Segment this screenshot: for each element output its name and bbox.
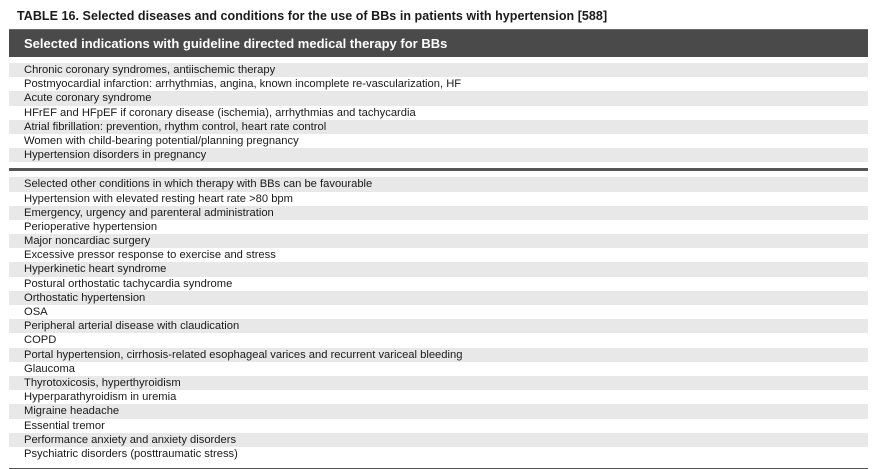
table-row: Postural orthostatic tachycardia syndrome [24, 277, 233, 290]
table-row: Hyperparathyroidism in uremia [24, 391, 177, 404]
table-row: Portal hypertension, cirrhosis-related esophageal varices and recurrent variceal bleeding [9, 348, 868, 362]
table-row: Thyrotoxicosis, hyperthyroidism [9, 376, 868, 390]
other-conditions-section [9, 177, 868, 461]
table-row: Performance anxiety and anxiety disorders [9, 433, 868, 447]
table-row: Glaucoma [24, 362, 75, 375]
table-row: Peripheral arterial disease with claudication [9, 319, 868, 333]
table-row: Atrial fibrillation: prevention, rhythm control, heart rate control [9, 120, 868, 134]
table-caption: TABLE 16. Selected diseases and conditions for the use of BBs in patients with hypertension [588] [17, 9, 608, 23]
table-row: Orthostatic hypertension [9, 291, 868, 305]
table-row: COPD [24, 334, 57, 347]
table-row: Major noncardiac surgery [9, 234, 868, 248]
table-row: OSA [24, 306, 48, 318]
table-row: Essential tremor [24, 419, 105, 432]
guideline-indications-section [9, 63, 868, 162]
table-row: Migraine headache [9, 404, 868, 418]
indications-table [9, 29, 868, 469]
table-row: Psychiatric disorders (posttraumatic stress) [24, 447, 238, 460]
table-row: Women with child-bearing potential/planning pregnancy [24, 134, 299, 147]
table-row: Hypertension disorders in pregnancy [9, 148, 868, 162]
table-row: Perioperative hypertension [24, 220, 158, 233]
table-row: Excessive pressor response to exercise and stress [24, 249, 276, 262]
table-row: Postmyocardial infarction: arrhythmias, angina, known incomplete re-vascularization, HF [24, 78, 462, 91]
table-header: Selected indications with guideline directed medical therapy for BBs [9, 29, 868, 57]
section-subheading: Selected other conditions in which therapy with BBs can be favourable [9, 177, 868, 191]
table-row: Chronic coronary syndromes, antiischemic therapy [9, 63, 868, 77]
table-row: Hypertension with elevated resting heart rate >80 bpm [24, 192, 293, 205]
table-row: Hyperkinetic heart syndrome [9, 262, 868, 276]
table-row: Acute coronary syndrome [9, 91, 868, 105]
table-row: Emergency, urgency and parenteral administration [9, 206, 868, 220]
table-row: HFrEF and HFpEF if coronary disease (ischemia), arrhythmias and tachycardia [24, 106, 416, 119]
